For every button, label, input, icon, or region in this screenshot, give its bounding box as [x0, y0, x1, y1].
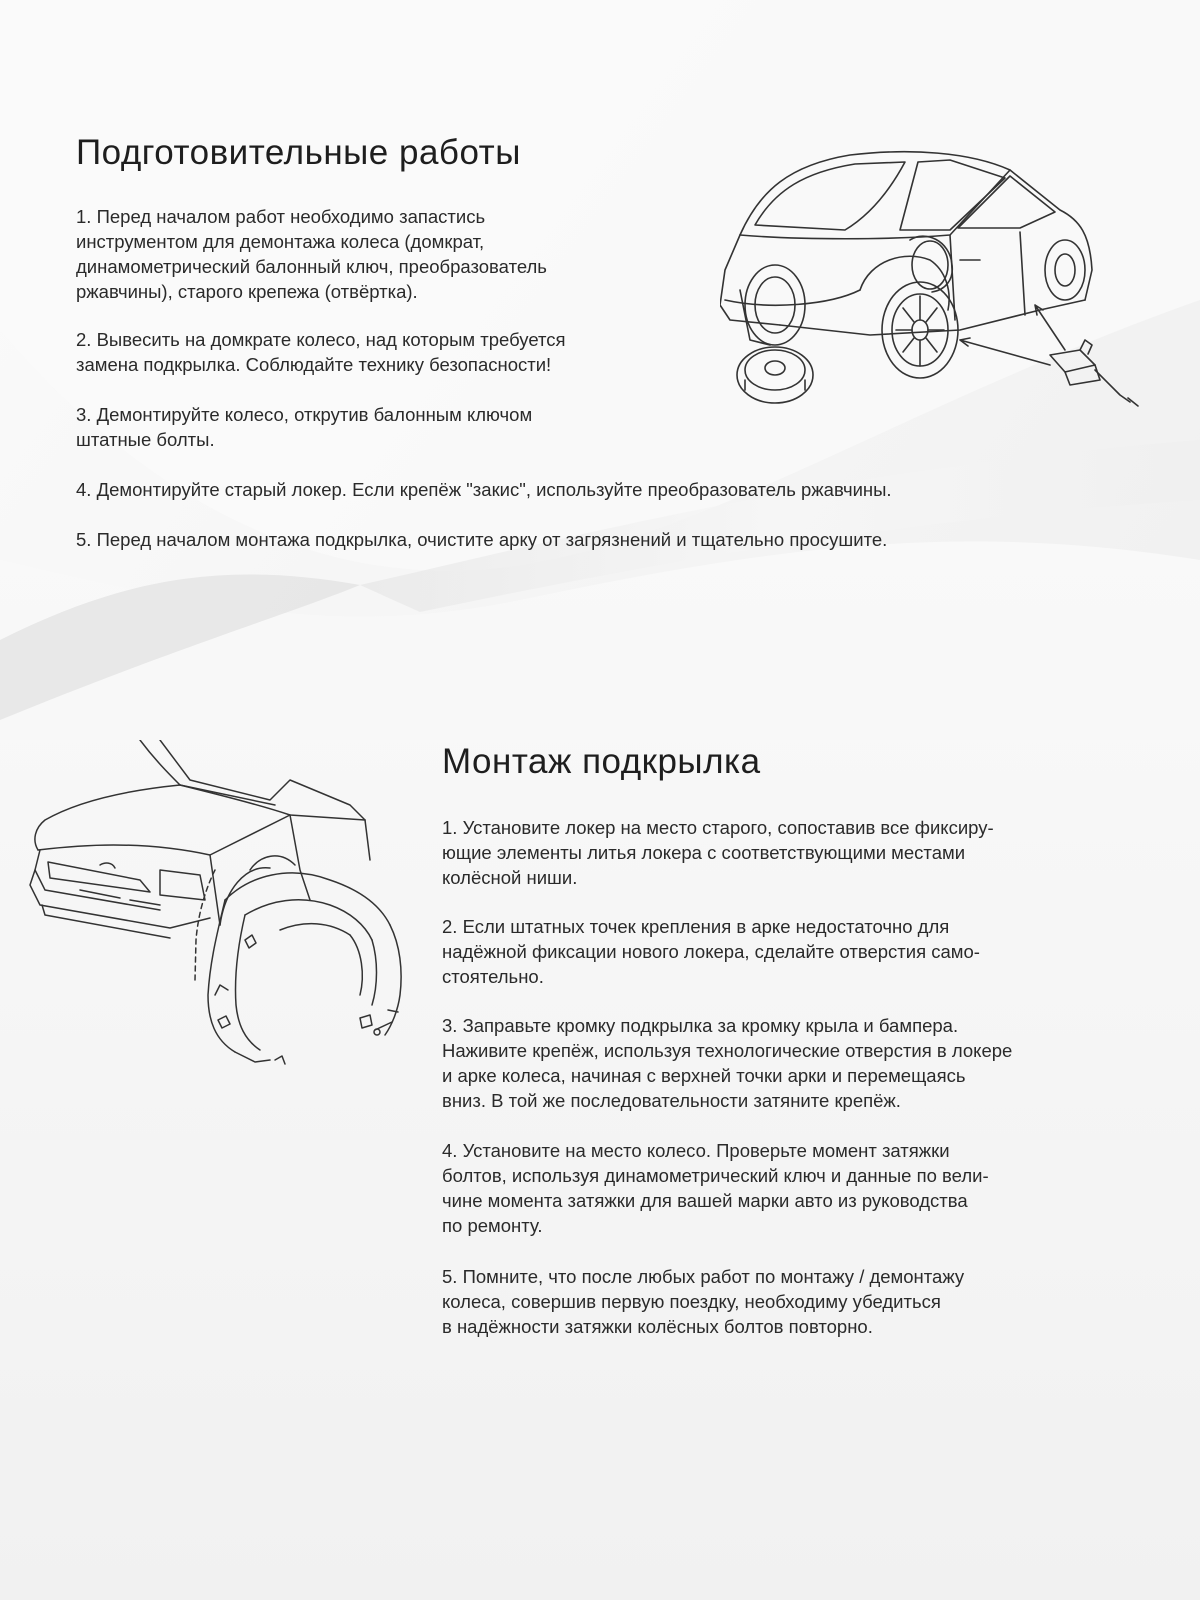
prep-step-5: 5. Перед началом монтажа подкрылка, очистите арку от загрязнений и тщательно просушите.	[76, 529, 888, 550]
prep-step-3: 3. Демонтируйте колесо, открутив балонным ключом штатные болты.	[76, 404, 533, 450]
mount-step-3: 3. Заправьте кромку подкрылка за кромку крыла и бампера. Наживите крепёж, используя технологические отверстия в локере и арке колеса, начиная с верхней точки арки и перемещаясь вниз. В той же последовательности затяните крепёж.	[442, 1015, 1013, 1111]
car-rear-jack-illustration	[720, 140, 1165, 420]
prep-step-4: 4. Демонтируйте старый локер. Если крепёж "закис", используйте преобразователь ржавчины.	[76, 479, 892, 500]
prep-step-2: 2. Вывесить на домкрате колесо, над которым требуется замена подкрылка. Соблюдайте технику безопасности!	[76, 329, 566, 375]
mount-step-5: 5. Помните, что после любых работ по монтажу / демонтажу колеса, совершив первую поездку, необходиму убедиться в надёжности затяжки колёсных болтов повторно.	[442, 1266, 965, 1337]
mount-step-1: 1. Установите локер на место старого, сопоставив все фиксиру- ющие элементы литья локера с соответствующими местами колёсной ниши.	[442, 817, 994, 888]
prep-section-title: Подготовительные работы	[76, 133, 521, 172]
car-front-liner-illustration	[20, 740, 420, 1100]
prep-step-1: 1. Перед началом работ необходимо запастись инструментом для демонтажа колеса (домкрат, динамометрический балонный ключ, преобразователь ржавчины), старого крепежа (отвёртка).	[76, 206, 547, 302]
mount-section-title: Монтаж подкрылка	[442, 742, 761, 781]
mount-step-4: 4. Установите на место колесо. Проверьте момент затяжки болтов, используя динамометрический ключ и данные по вели- чине момента затяжки для вашей марки авто из руководства по ремонту.	[442, 1140, 989, 1236]
mount-step-2: 2. Если штатных точек крепления в арке недостаточно для надёжной фиксации нового локера, сделайте отверстия само- стоятельно.	[442, 916, 980, 987]
